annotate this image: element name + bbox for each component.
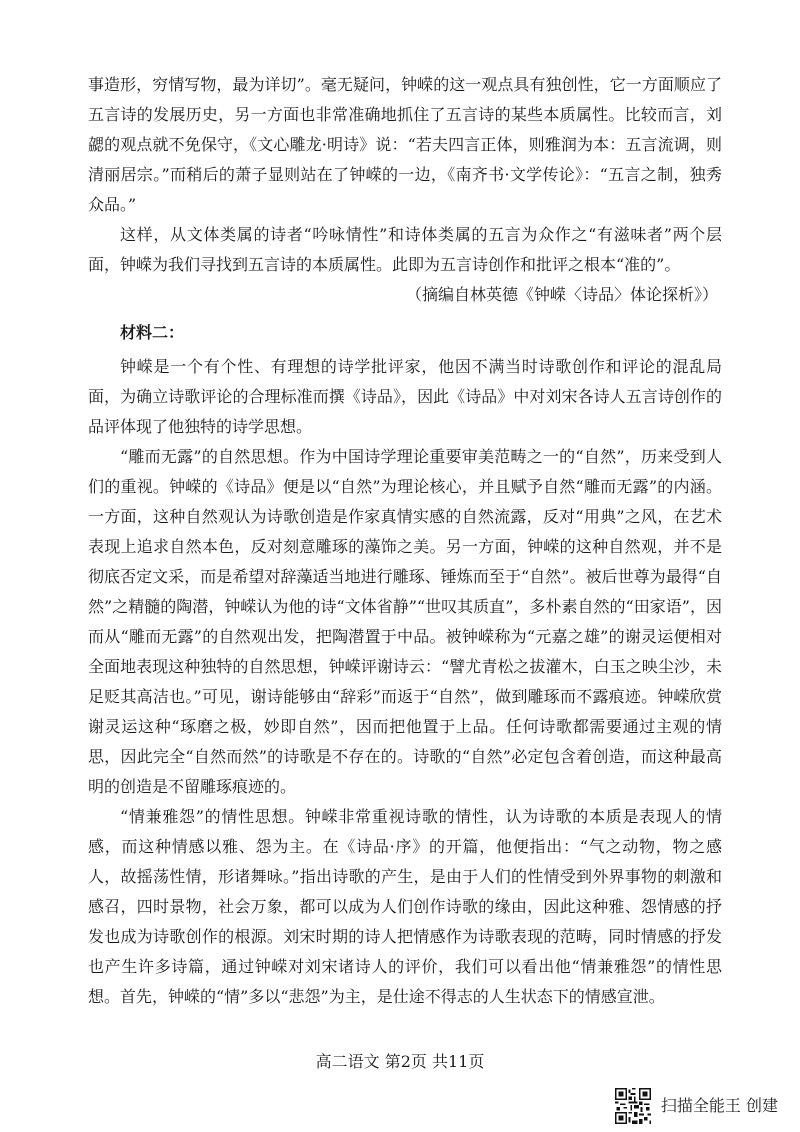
paragraph-emotion-thought: “情兼雅怨”的情性思想。钟嵘非常重视诗歌的情性，认为诗歌的本质是表现人的情感，而这种情感以雅、怨为主。在《诗品·序》的开篇，他便指出：“气之动物，物之感人，故摇荡性情，形诸舞咏。”指出诗歌的产生，是由于人们的性情受到外界事物的刺激和感召，四时景物，社会万象，都可以成为人们创作诗歌的缘由，因此这种雅、怨情感的抒发也成为诗歌创作的根源。刘宋时期的诗人把情感作为诗歌表现的范畴，同时情感的抒发也产生许多诗篇，通过钟嵘对刘宋诸诗人的评价，我们可以看出他“情兼雅怨”的情性思想。首先，钟嵘的“情”多以“悲怨”为主，是仕途不得志的人生状态下的情感宣泄。 bbox=[88, 807, 722, 1006]
paragraph-summary: 这样，从文体类属的诗者“吟咏情性”和诗体类属的五言为众作之“有滋味者”两个层面，钟嵘为我们寻找到五言诗的本质属性。此即为五言诗创作和批评之根本“准的”。 bbox=[88, 225, 722, 274]
source-citation: （摘编自林英德《钟嵘〈诗品〉体论探析》） bbox=[405, 285, 718, 304]
page-footer: 高二语文 第2页 共11页 bbox=[315, 1052, 485, 1071]
paragraph-natural-thought: “雕而无露”的自然思想。作为中国诗学理论重要审美范畴之一的“自然”，历来受到人们的重视。钟嵘的《诗品》便是以“自然”为理论核心，并且赋予自然“雕而无露”的内涵。一方面，这种自然观认为诗歌创造是作家真情实感的自然流露，反对“用典”之风，在艺术表现上追求自然本色，反对刻意雕琢的藻饰之美。另一方面，钟嵘的这种自然观，并不是彻底否定文采，而是希望对辞藻适当地进行雕琢、锤炼而至于“自然”。被后世尊为最得“自然”之精髓的陶潜，钟嵘认为他的诗“文体省静”“世叹其质直”，多朴素自然的“田家语”，因而从“雕而无露”的自然观出发，把陶潜置于中品。被钟嵘称为“元嘉之雄”的谢灵运便相对全面地表现这种独特的自然思想，钟嵘评谢诗云：“譬尤青松之拔灌木，白玉之映尘沙，未足贬其高洁也。”可见，谢诗能够由“辞彩”而返于“自然”，做到雕琢而不露痕迹。钟嵘欣赏谢灵运这种“琢磨之极，妙即自然”，因而把他置于上品。任何诗歌都需要通过主观的情思，因此完全“自然而然”的诗歌是不存在的。诗歌的“自然”必定包含着创造，而这种最高明的创造是不留雕琢痕迹的。 bbox=[88, 447, 722, 796]
paragraph-intro: 钟嵘是一个有个性、有理想的诗学批评家，他因不满当时诗歌创作和评论的混乱局面，为确立诗歌评论的合理标准而撰《诗品》，因此《诗品》中对刘宋各诗人五言诗创作的品评体现了他独特的诗学思想。 bbox=[88, 357, 722, 436]
material-two-heading: 材料二： bbox=[120, 323, 185, 342]
qr-code-icon bbox=[615, 1088, 651, 1124]
scanner-watermark bbox=[615, 1088, 778, 1124]
scanner-label: 扫描全能王 创建 bbox=[660, 1096, 778, 1115]
paragraph-continuation: 事造形，穷情写物，最为详切”。毫无疑问，钟嵘的这一观点具有独创性，它一方面顺应了五言诗的发展历史，另一方面也非常准确地抓住了五言诗的某些本质属性。比较而言，刘勰的观点就不免保守，《文心雕龙·明诗》说：“若夫四言正体，则雅润为本：五言流调，则清丽居宗。”而稍后的萧子显则站在了钟嵘的一边，《南齐书·文学传论》：“五言之制，独秀众品。” bbox=[88, 75, 722, 214]
document-body bbox=[88, 70, 722, 1012]
